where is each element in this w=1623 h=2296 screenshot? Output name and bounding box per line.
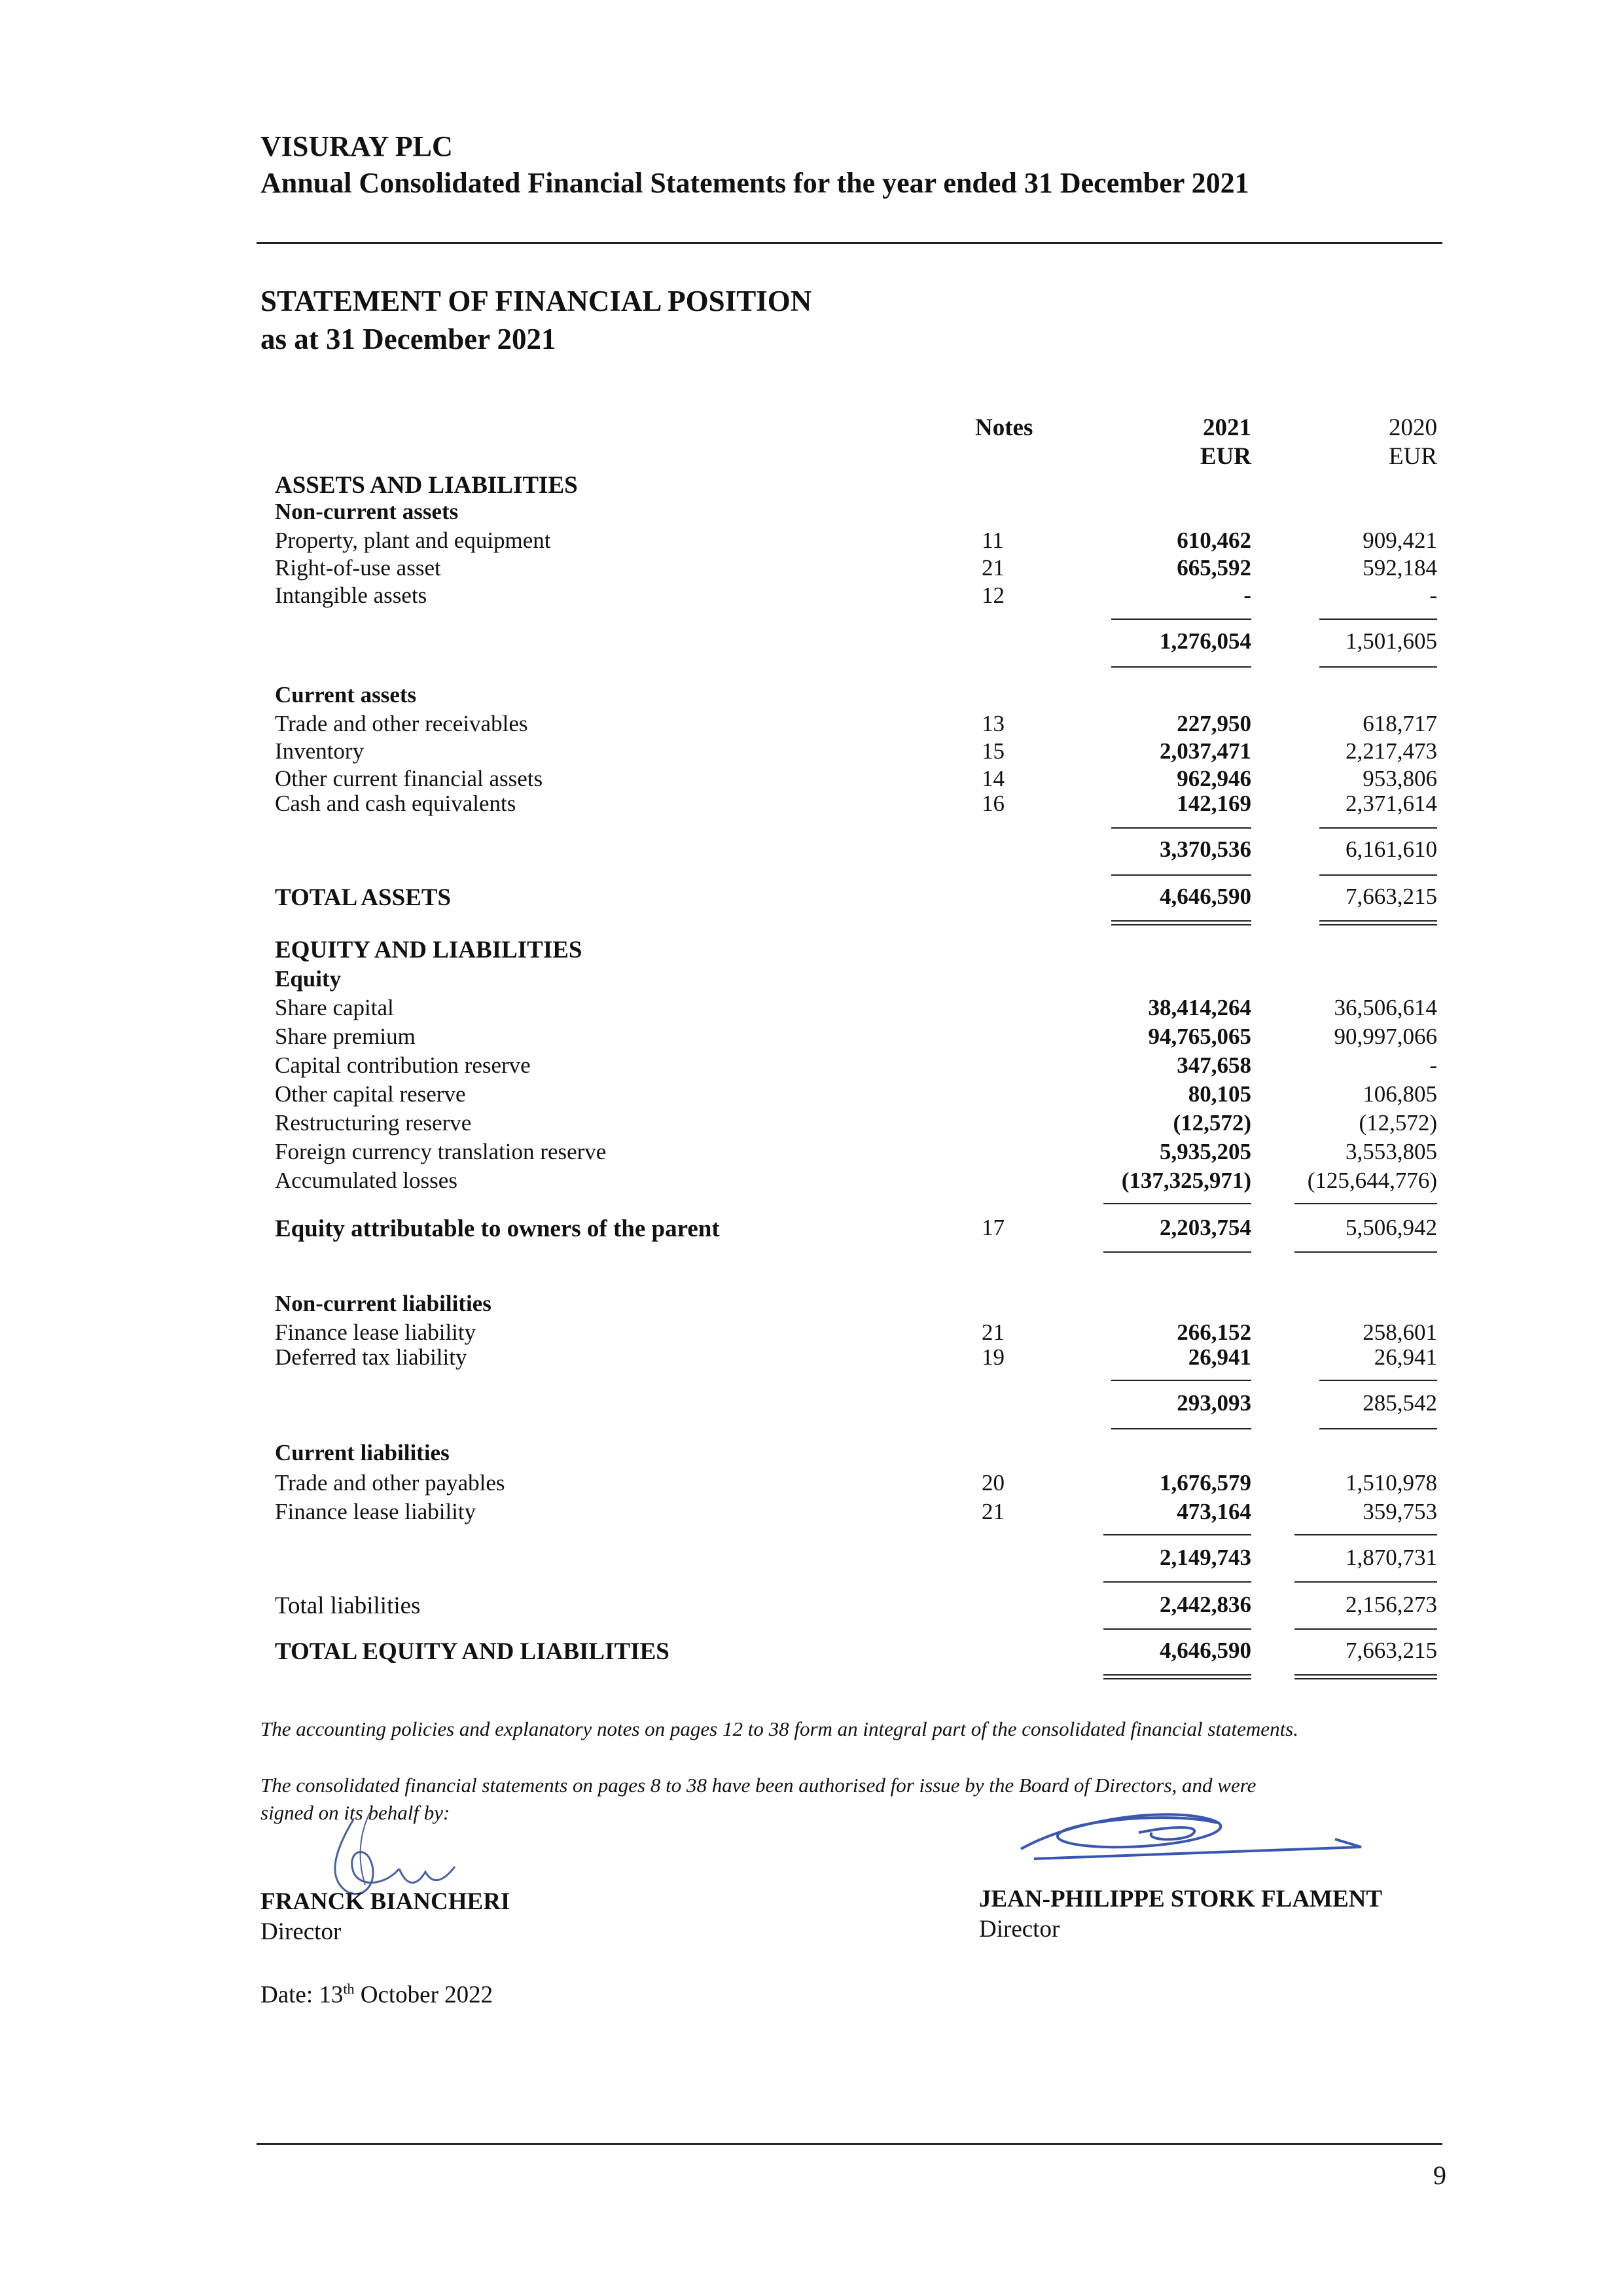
row-label: Deferred tax liability xyxy=(275,1344,467,1370)
subtotal-rule xyxy=(1319,619,1437,620)
subtotal-rule xyxy=(1319,827,1437,829)
row-value-2021: 26,941 xyxy=(1188,1344,1251,1370)
subtotal-rule xyxy=(1111,827,1251,829)
row-value-2020: 90,997,066 xyxy=(1334,1024,1437,1049)
subtotal-rule xyxy=(1103,1628,1251,1630)
row-note: 19 xyxy=(982,1344,1005,1370)
subtotal-rule xyxy=(1111,1380,1251,1381)
row-label: Other current financial assets xyxy=(275,766,543,791)
row-value-2020: - xyxy=(1429,1052,1437,1078)
row-value-2020: (125,644,776) xyxy=(1307,1168,1437,1193)
row-value-2020: 592,184 xyxy=(1363,555,1437,581)
row-value-2020: 1,510,978 xyxy=(1346,1470,1437,1496)
row-value-2021: 80,105 xyxy=(1188,1081,1251,1107)
row-value-2021: 38,414,264 xyxy=(1148,995,1251,1020)
row-note: 12 xyxy=(982,583,1005,608)
row-note: 21 xyxy=(982,1499,1005,1524)
row-label: Intangible assets xyxy=(275,583,427,608)
row-value-2020: 953,806 xyxy=(1363,766,1437,791)
row-value-2020: (12,572) xyxy=(1359,1110,1437,1136)
row-label: Right-of-use asset xyxy=(275,555,441,581)
row-note: 11 xyxy=(982,528,1004,553)
section-current-liabilities: Current liabilities xyxy=(275,1440,450,1465)
row-label: Trade and other payables xyxy=(275,1470,505,1496)
row-value-2020: 2,217,473 xyxy=(1346,738,1437,764)
page-number: 9 xyxy=(1433,2161,1446,2190)
company-name: VISURAY PLC xyxy=(260,130,453,162)
row-note: 15 xyxy=(982,738,1005,764)
row-label: Accumulated losses xyxy=(275,1168,457,1193)
subtotal-rule xyxy=(1294,1534,1437,1535)
signatory2-name: JEAN-PHILIPPE STORK FLAMENT xyxy=(979,1886,1383,1912)
total-assets-2021: 4,646,590 xyxy=(1160,884,1251,909)
row-value-2021: 227,950 xyxy=(1177,711,1251,736)
row-label: Share premium xyxy=(275,1024,416,1049)
document-subtitle: Annual Consolidated Financial Statements for the year ended 31 December 2021 xyxy=(260,167,1249,199)
authorisation-note-line1: The consolidated financial statements on pages 8 to 38 have been authorised for issue by the Board of Directors, and were xyxy=(260,1774,1257,1797)
total-double-rule xyxy=(1103,1678,1251,1679)
signatory1-role: Director xyxy=(260,1918,342,1945)
notes-column-header: Notes xyxy=(975,414,1033,441)
row-value-2021: 610,462 xyxy=(1177,528,1251,553)
row-value-2020: 3,553,805 xyxy=(1346,1139,1437,1164)
currency-2021-header: EUR xyxy=(1200,443,1251,470)
signatory1-name: FRANCK BIANCHERI xyxy=(260,1888,510,1915)
current-liabilities-total-2020: 1,870,731 xyxy=(1346,1545,1437,1570)
total-equity-liabilities-2020: 7,663,215 xyxy=(1346,1638,1437,1663)
non-current-liabilities-total-2021: 293,093 xyxy=(1177,1390,1251,1416)
row-note: 20 xyxy=(982,1470,1005,1496)
total-double-rule xyxy=(1294,1674,1437,1676)
signature-jean-philippe-stork-flament xyxy=(995,1793,1387,1885)
row-value-2021: (137,325,971) xyxy=(1121,1168,1251,1193)
current-assets-total-2021: 3,370,536 xyxy=(1160,836,1251,862)
footer-divider xyxy=(257,2143,1442,2145)
row-value-2021: 962,946 xyxy=(1177,766,1251,791)
row-value-2020: 909,421 xyxy=(1363,528,1437,553)
accounting-policies-note: The accounting policies and explanatory notes on pages 12 to 38 form an integral part of the consolidated financial statements. xyxy=(260,1717,1298,1740)
currency-2020-header: EUR xyxy=(1389,443,1437,470)
row-label: Finance lease liability xyxy=(275,1319,476,1345)
total-double-rule xyxy=(1319,920,1437,922)
subtotal-rule xyxy=(1319,874,1437,876)
row-label: Property, plant and equipment xyxy=(275,528,551,553)
row-value-2021: 2,037,471 xyxy=(1160,738,1251,764)
section-equity-liabilities: EQUITY AND LIABILITIES xyxy=(275,937,582,963)
row-label: TOTAL EQUITY AND LIABILITIES xyxy=(275,1638,669,1665)
row-label: Trade and other receivables xyxy=(275,711,528,736)
section-non-current-liabilities: Non-current liabilities xyxy=(275,1291,491,1316)
row-value-2021: 142,169 xyxy=(1177,791,1251,816)
row-label: Equity attributable to owners of the parent xyxy=(275,1215,720,1242)
date-prefix: Date: 13 xyxy=(260,1981,344,2009)
statement-title: STATEMENT OF FINANCIAL POSITION xyxy=(260,285,812,317)
subtotal-rule xyxy=(1111,619,1251,620)
row-value-2021: - xyxy=(1243,583,1251,608)
section-assets-liabilities: ASSETS AND LIABILITIES xyxy=(275,472,578,499)
row-value-2021: 1,676,579 xyxy=(1160,1470,1251,1496)
signing-date xyxy=(260,1981,493,2009)
row-value-2020: 359,753 xyxy=(1363,1499,1437,1524)
year-2021-header: 2021 xyxy=(1203,414,1251,441)
row-label: Other capital reserve xyxy=(275,1081,466,1107)
row-value-2020: - xyxy=(1429,583,1437,608)
row-label: Total liabilities xyxy=(275,1592,421,1619)
equity-parent-2021: 2,203,754 xyxy=(1160,1215,1251,1240)
year-2020-header: 2020 xyxy=(1389,414,1437,441)
row-label: Inventory xyxy=(275,738,365,764)
row-note: 14 xyxy=(982,766,1005,791)
current-liabilities-total-2021: 2,149,743 xyxy=(1160,1545,1251,1570)
signatory2-role: Director xyxy=(979,1916,1060,1943)
row-note: 16 xyxy=(982,791,1005,816)
total-double-rule xyxy=(1103,1674,1251,1676)
row-note: 17 xyxy=(982,1215,1005,1240)
row-value-2021: 473,164 xyxy=(1177,1499,1251,1524)
row-label: Foreign currency translation reserve xyxy=(275,1139,607,1164)
date-suffix-ordinal: th xyxy=(343,1981,355,1997)
subtotal-rule xyxy=(1319,1380,1437,1381)
date-month-year: October 2022 xyxy=(354,1981,493,2009)
authorisation-note-line2: signed on its behalf by: xyxy=(260,1801,450,1824)
row-value-2020: 258,601 xyxy=(1363,1319,1437,1345)
subtotal-rule xyxy=(1294,1581,1437,1583)
subtotal-rule xyxy=(1111,666,1251,668)
row-note: 13 xyxy=(982,711,1005,736)
subtotal-rule xyxy=(1319,666,1437,668)
subtotal-rule xyxy=(1103,1251,1251,1253)
total-double-rule xyxy=(1111,924,1251,925)
row-value-2021: 665,592 xyxy=(1177,555,1251,581)
total-liabilities-2020: 2,156,273 xyxy=(1346,1592,1437,1617)
row-label: Finance lease liability xyxy=(275,1499,476,1524)
row-value-2021: 347,658 xyxy=(1177,1052,1251,1078)
statement-date: as at 31 December 2021 xyxy=(260,323,556,355)
header-divider xyxy=(257,242,1442,244)
section-equity: Equity xyxy=(275,966,342,992)
subtotal-rule xyxy=(1319,1428,1437,1429)
row-note: 21 xyxy=(982,555,1005,581)
row-value-2020: 26,941 xyxy=(1374,1344,1437,1370)
row-value-2020: 36,506,614 xyxy=(1334,995,1437,1020)
row-note: 21 xyxy=(982,1319,1005,1345)
subtotal-rule xyxy=(1294,1628,1437,1630)
subtotal-rule xyxy=(1103,1581,1251,1583)
total-equity-liabilities-2021: 4,646,590 xyxy=(1160,1638,1251,1663)
total-assets-2020: 7,663,215 xyxy=(1346,884,1437,909)
row-label: TOTAL ASSETS xyxy=(275,884,452,911)
row-value-2021: (12,572) xyxy=(1173,1110,1251,1136)
subtotal-rule xyxy=(1294,1251,1437,1253)
section-non-current-assets: Non-current assets xyxy=(275,499,459,524)
total-double-rule xyxy=(1294,1678,1437,1679)
row-value-2020: 618,717 xyxy=(1363,711,1437,736)
row-value-2020: 2,371,614 xyxy=(1346,791,1437,816)
equity-parent-2020: 5,506,942 xyxy=(1346,1215,1437,1240)
row-value-2020: 106,805 xyxy=(1363,1081,1437,1107)
subtotal-rule xyxy=(1103,1534,1251,1535)
total-double-rule xyxy=(1111,920,1251,922)
non-current-assets-total-2020: 1,501,605 xyxy=(1346,628,1437,654)
non-current-liabilities-total-2020: 285,542 xyxy=(1363,1390,1437,1416)
subtotal-rule xyxy=(1294,1203,1437,1204)
row-label: Capital contribution reserve xyxy=(275,1052,531,1078)
subtotal-rule xyxy=(1111,874,1251,876)
row-label: Restructuring reserve xyxy=(275,1110,472,1136)
row-value-2021: 94,765,065 xyxy=(1148,1024,1251,1049)
total-liabilities-2021: 2,442,836 xyxy=(1160,1592,1251,1617)
subtotal-rule xyxy=(1111,1428,1251,1429)
subtotal-rule xyxy=(1103,1203,1251,1204)
row-value-2021: 266,152 xyxy=(1177,1319,1251,1345)
total-double-rule xyxy=(1319,924,1437,925)
row-value-2021: 5,935,205 xyxy=(1160,1139,1251,1164)
row-label: Cash and cash equivalents xyxy=(275,791,516,816)
row-label: Share capital xyxy=(275,995,394,1020)
non-current-assets-total-2021: 1,276,054 xyxy=(1160,628,1251,654)
current-assets-total-2020: 6,161,610 xyxy=(1346,836,1437,862)
section-current-assets: Current assets xyxy=(275,682,417,708)
